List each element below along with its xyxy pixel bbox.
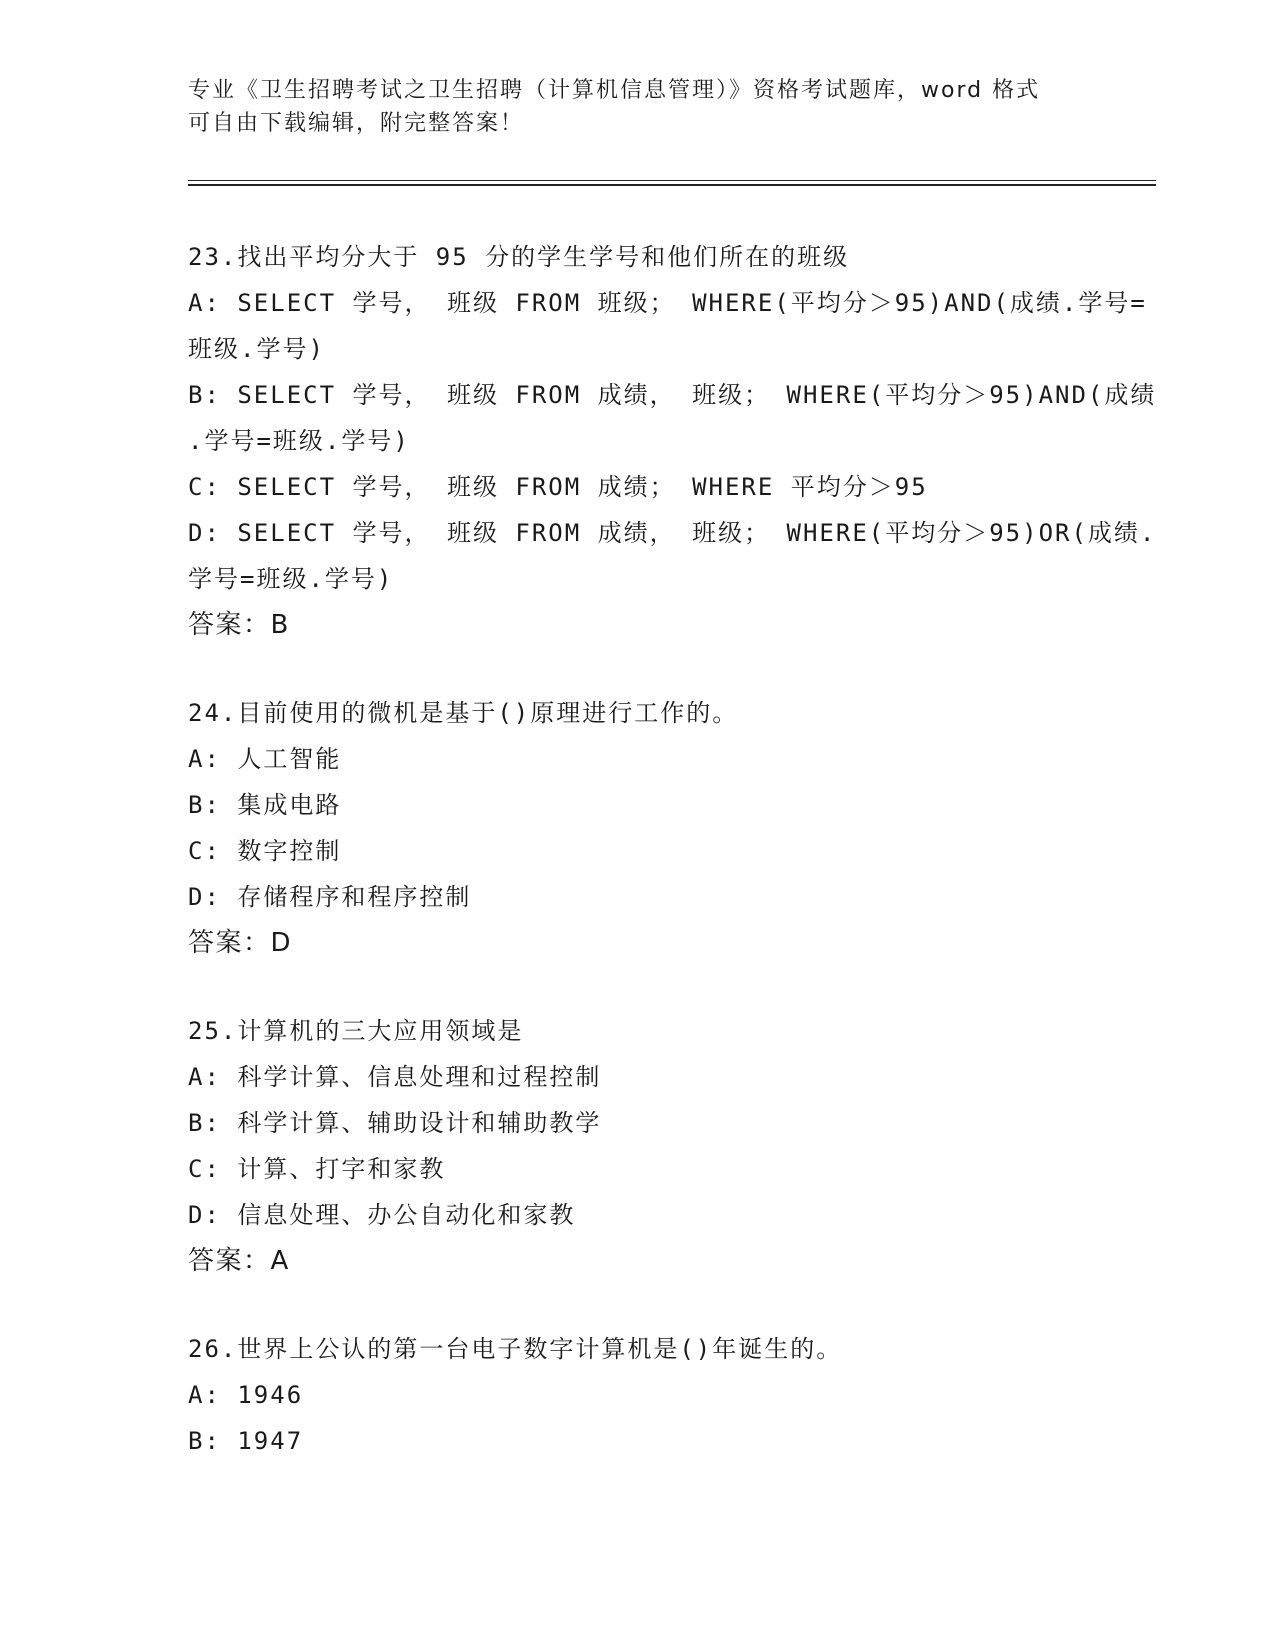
question-stem: 26.世界上公认的第一台电子数字计算机是()年诞生的。 bbox=[188, 1335, 843, 1363]
option-line: C: 数字控制 bbox=[188, 837, 342, 865]
header-line-2: 可自由下载编辑，附完整答案！ bbox=[188, 111, 525, 136]
option-line: A: 1946 bbox=[188, 1381, 304, 1409]
option-line: B: 科学计算、辅助设计和辅助教学 bbox=[188, 1109, 602, 1137]
header-divider-thin bbox=[188, 180, 1156, 181]
option-line: 学号=班级.学号) bbox=[188, 565, 394, 593]
option-line: D: SELECT 学号， 班级 FROM 成绩， 班级； WHERE(平均分＞95)OR(成绩. bbox=[188, 519, 1157, 547]
answer-label: 答案：B bbox=[188, 610, 290, 640]
option-line: A: SELECT 学号， 班级 FROM 班级； WHERE(平均分＞95)AND(成绩.学号= bbox=[188, 289, 1147, 317]
header-line-1: 专业《卫生招聘考试之卫生招聘（计算机信息管理）》资格考试题库，word 格式 bbox=[188, 78, 1041, 103]
option-line: A: 科学计算、信息处理和过程控制 bbox=[188, 1063, 602, 1091]
answer-label: 答案：D bbox=[188, 928, 293, 958]
question-list bbox=[188, 234, 1157, 1506]
option-line: C: SELECT 学号， 班级 FROM 成绩； WHERE 平均分＞95 bbox=[188, 473, 928, 501]
option-line: D: 信息处理、办公自动化和家教 bbox=[188, 1201, 576, 1229]
option-line: 班级.学号) bbox=[188, 335, 325, 363]
option-line: B: SELECT 学号， 班级 FROM 成绩， 班级； WHERE(平均分＞95)AND(成绩 bbox=[188, 381, 1157, 409]
question-25 bbox=[188, 1008, 1108, 1284]
option-line: B: 1947 bbox=[188, 1427, 304, 1455]
answer-label: 答案：A bbox=[188, 1246, 290, 1276]
question-stem: 25.计算机的三大应用领域是 bbox=[188, 1017, 524, 1045]
question-stem: 23.找出平均分大于 95 分的学生学号和他们所在的班级 bbox=[188, 243, 850, 271]
question-23 bbox=[188, 234, 1157, 648]
question-24 bbox=[188, 690, 1108, 966]
document-header bbox=[188, 74, 1068, 140]
option-line: B: 集成电路 bbox=[188, 791, 342, 819]
option-line: A: 人工智能 bbox=[188, 745, 342, 773]
question-26 bbox=[188, 1326, 1108, 1464]
option-line: D: 存储程序和程序控制 bbox=[188, 883, 472, 911]
option-line: C: 计算、打字和家教 bbox=[188, 1155, 446, 1183]
question-stem: 24.目前使用的微机是基于()原理进行工作的。 bbox=[188, 699, 739, 727]
option-line: .学号=班级.学号) bbox=[188, 427, 410, 455]
header-divider-thick bbox=[188, 184, 1156, 186]
